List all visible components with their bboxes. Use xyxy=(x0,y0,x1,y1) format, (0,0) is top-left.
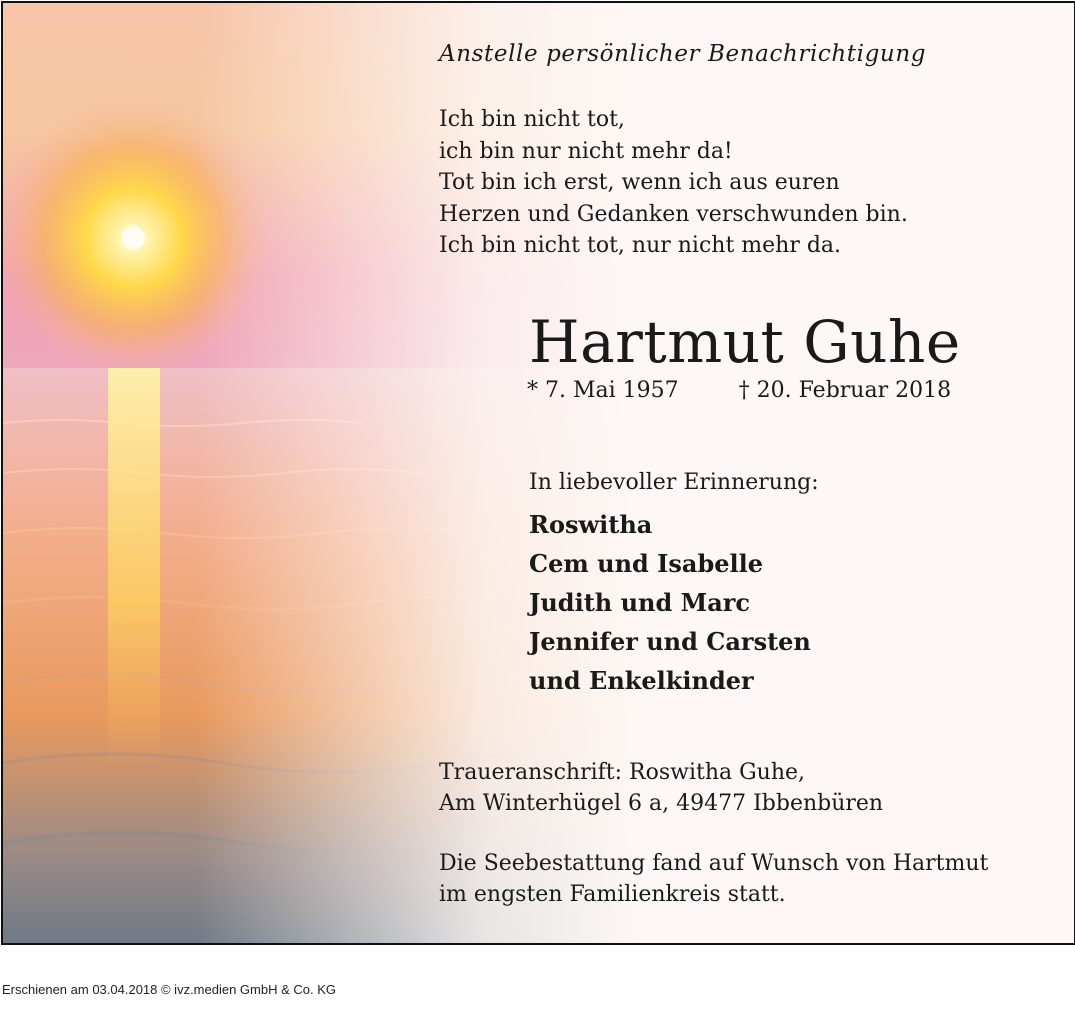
memory-heading: In liebevoller Erinnerung: xyxy=(529,470,819,495)
poem-line: Ich bin nicht tot, nur nicht mehr da. xyxy=(439,233,842,258)
poem xyxy=(439,104,908,262)
life-dates xyxy=(527,378,951,403)
address-line: Traueranschrift: Roswitha Guhe, xyxy=(439,760,806,785)
mourning-address xyxy=(439,757,883,819)
address-line: Am Winterhügel 6 a, 49477 Ibbenbüren xyxy=(439,791,884,816)
mourner: Cem und Isabelle xyxy=(529,549,763,578)
mourner: und Enkelkinder xyxy=(529,666,754,695)
poem-line: Ich bin nicht tot, xyxy=(439,107,625,132)
poem-line: Herzen und Gedanken verschwunden bin. xyxy=(439,201,908,227)
note-line: Die Seebestattung fand auf Wunsch von Hartmut xyxy=(439,851,989,876)
note-line: im engsten Familienkreis statt. xyxy=(439,882,786,907)
burial-note xyxy=(439,848,988,910)
poem-line: ich bin nur nicht mehr da! xyxy=(439,138,733,164)
mourner: Jennifer und Carsten xyxy=(529,627,811,656)
obituary-frame xyxy=(1,1,1075,945)
death-date: † 20. Februar 2018 xyxy=(738,378,952,403)
notice-lead: Anstelle persönlicher Benachrichtigung xyxy=(439,41,927,67)
mourner: Roswitha xyxy=(529,510,653,539)
poem-line: Tot bin ich erst, wenn ich aus euren xyxy=(439,170,840,195)
mourner: Judith und Marc xyxy=(529,588,751,617)
birth-date: * 7. Mai 1957 xyxy=(527,378,679,403)
deceased-name: Hartmut Guhe xyxy=(529,308,961,376)
publication-footer: Erschienen am 03.04.2018 © ivz.medien GmbH & Co. KG xyxy=(2,982,337,997)
mourners-list xyxy=(529,505,811,700)
